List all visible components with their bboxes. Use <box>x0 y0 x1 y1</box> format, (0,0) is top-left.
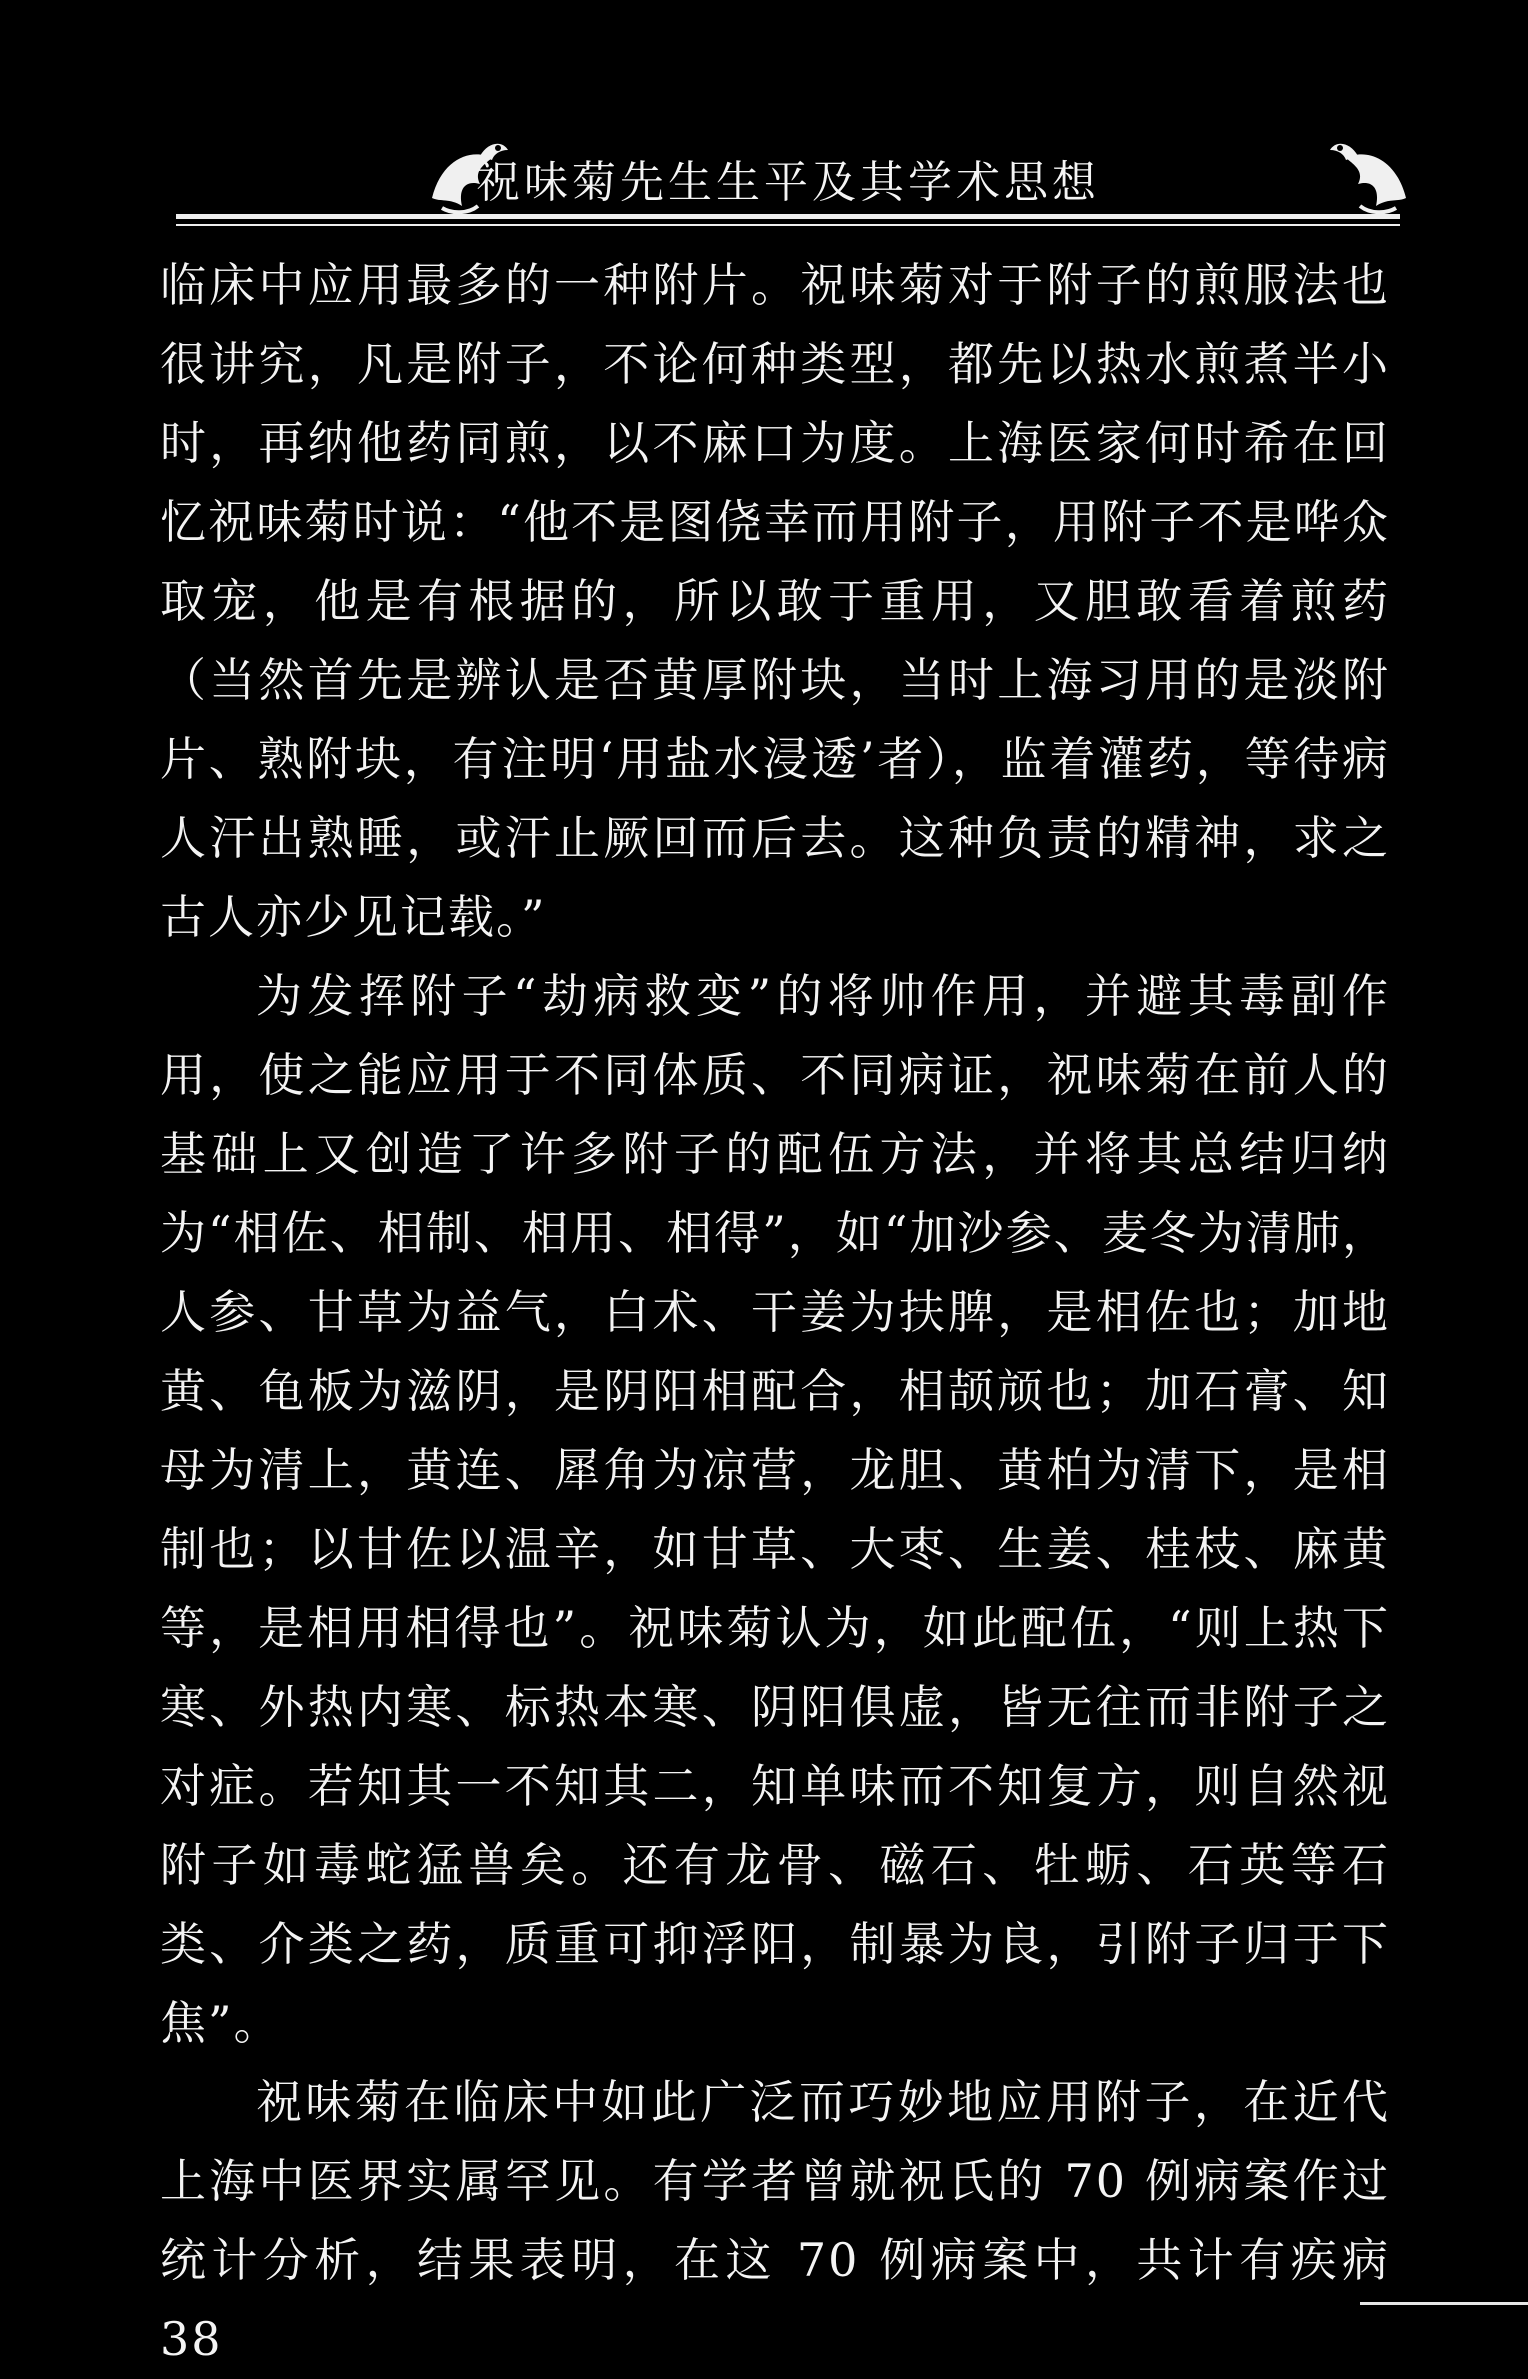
header-title: 祝味菊先生生平及其学术思想 <box>476 157 1100 208</box>
phoenix-ornament-icon <box>1324 128 1416 220</box>
paragraph: 临床中应用最多的一种附片。祝味菊对于附子的煎服法也很讲究，凡是附子，不论何种类型，都先以热水煎煮半小时，再纳他药同煎，以不麻口为度。上海医家何时希在回忆祝味菊时说：“他不是图侥幸而用附子，用附子不是哗众取宠，他是有根据的，所以敢于重用，又胆敢看着煎药（当然首先是辨认是否黄厚附块，当时上海习用的是淡附片、熟附块，有注明‘用盐水浸透’者），监着灌药，等待病人汗出熟睡，或汗止厥回而后去。这种负责的精神，求之古人亦少见记载。” <box>160 258 1390 944</box>
header-rule-thin <box>176 224 1400 226</box>
running-header <box>176 128 1400 224</box>
footer-rule <box>1360 2302 1528 2305</box>
paragraph: 祝味菊在临床中如此广泛而巧妙地应用附子，在近代上海中医界实属罕见。有学者曾就祝氏的 70 例病案作过统计分析，结果表明，在这 70 例病案中，共计有疾病 38 <box>160 2075 1390 2366</box>
header-rule-thick <box>176 214 1400 219</box>
body-text <box>160 246 1390 2379</box>
paragraph: 为发挥附子“劫病救变”的将帅作用，并避其毒副作用，使之能应用于不同体质、不同病证，祝味菊在前人的基础上又创造了许多附子的配伍方法，并将其总结归纳为“相佐、相制、相用、相得”，如“加沙参、麦冬为清肺，人参、甘草为益气，白术、干姜为扶脾，是相佐也；加地黄、龟板为滋阴，是阴阳相配合，相颉颃也；加石膏、知母为清上，黄连、犀角为凉营，龙胆、黄柏为清下，是相制也；以甘佐以温辛，如甘草、大枣、生姜、桂枝、麻黄等，是相用相得也”。祝味菊认为，如此配伍，“则上热下寒、外热内寒、标热本寒、阴阳俱虚，皆无往而非附子之对症。若知其一不知其二，知单味而不知复方，则自然视附子如毒蛇猛兽矣。还有龙骨、磁石、牡蛎、石英等石类、介类之药，质重可抑浮阳，制暴为良，引附子归于下焦”。 <box>160 969 1390 2050</box>
